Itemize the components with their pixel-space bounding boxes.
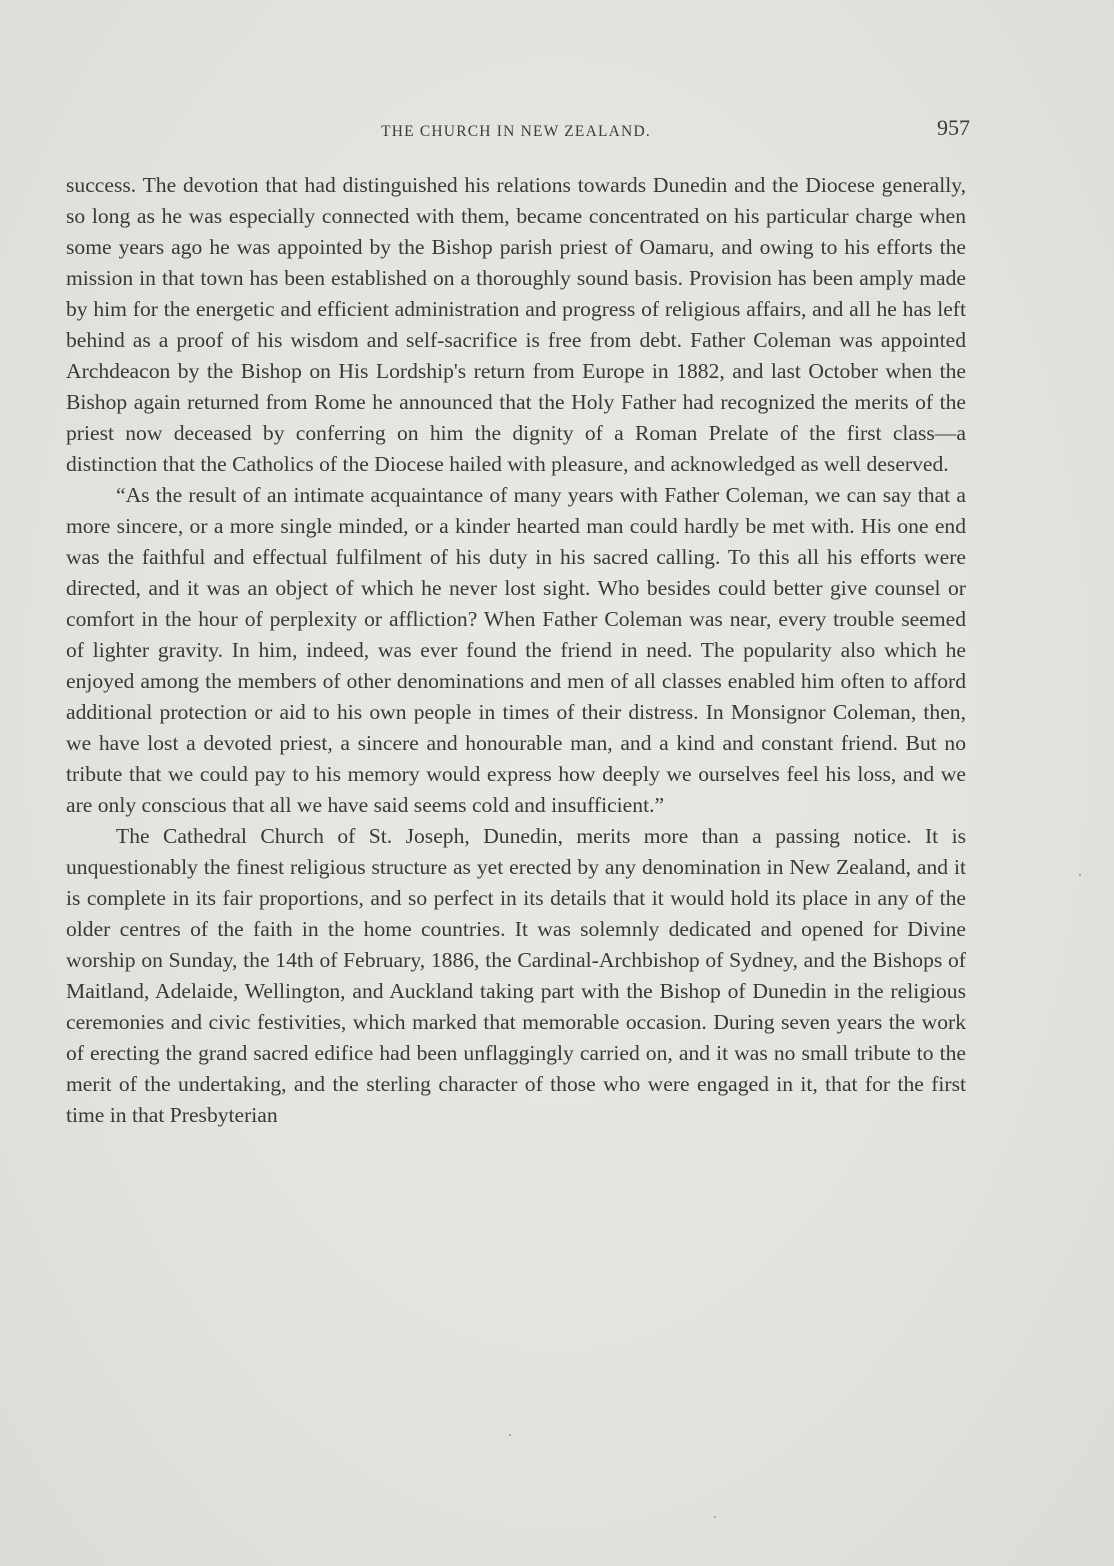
- paragraph-quotation: “As the result of an intimate acquaintance of many years with Father Coleman, we can say that a more sincere, or a more single minded, or a kinder hearted man could hardly be met with. His one end was the faithful and effectual fulfilment of his duty in his sacred calling. To this all his efforts were directed, and it was an object of which he never lost sight. Who besides could better give counsel or comfort in the hour of perplexity or affliction? When Father Coleman was near, every trouble seemed of lighter gravity. In him, indeed, was ever found the friend in need. The popularity also which he enjoyed among the members of other denominations and men of all classes enabled him often to afford additional protection or aid to his own people in times of their distress. In Monsignor Coleman, then, we have lost a devoted priest, a sincere and honourable man, and a kind and constant friend. But no tribute that we could pay to his memory would express how deeply we ourselves feel his loss, and we are only conscious that all we have said seems cold and insufficient.”: [66, 483, 966, 817]
- paper-speck: [714, 1516, 716, 1518]
- paper-speck: [509, 1434, 511, 1436]
- paragraph-cathedral: The Cathedral Church of St. Joseph, Dunedin, merits more than a passing notice. It is unquestionably the finest religious structure as yet erected by any denomination in New Zealand, and it is complete in its fair proportions, and so perfect in its details that it would hold its place in any of the older centres of the faith in the home countries. It was solemnly dedicated and opened for Divine worship on Sunday, the 14th of February, 1886, the Cardinal-Archbishop of Sydney, and the Bishops of Maitland, Adelaide, Wellington, and Auckland taking part with the Bishop of Dunedin in the religious ceremonies and civic festivities, which marked that memorable occasion. During seven years the work of erecting the grand sacred edifice had been unflaggingly carried on, and it was no small tribute to the merit of the undertaking, and the sterling character of those who were engaged in it, that for the first time in that Presbyterian: [66, 824, 966, 1127]
- page-number: 957: [937, 115, 970, 140]
- running-head: [66, 115, 970, 150]
- paragraph-continuation: success. The devotion that had distinguished his relations towards Dunedin and the Diocese generally, so long as he was especially connected with them, became concentrated on his particular charge when some years ago he was appointed by the Bishop parish priest of Oamaru, and owing to his efforts the mission in that town has been established on a thoroughly sound basis. Provision has been amply made by him for the energetic and efficient administration and progress of religious affairs, and all he has left behind as a proof of his wisdom and self-sacrifice is free from debt. Father Coleman was appointed Archdeacon by the Bishop on His Lordship's return from Europe in 1882, and last October when the Bishop again returned from Rome he announced that the Holy Father had recognized the merits of the priest now deceased by conferring on him the dignity of a Roman Prelate of the first class—a distinction that the Catholics of the Diocese hailed with pleasure, and acknowledged as well deserved.: [66, 173, 966, 476]
- running-title: THE CHURCH IN NEW ZEALAND.: [381, 123, 651, 140]
- body-text: [66, 170, 966, 1131]
- paper-speck: [1079, 874, 1081, 876]
